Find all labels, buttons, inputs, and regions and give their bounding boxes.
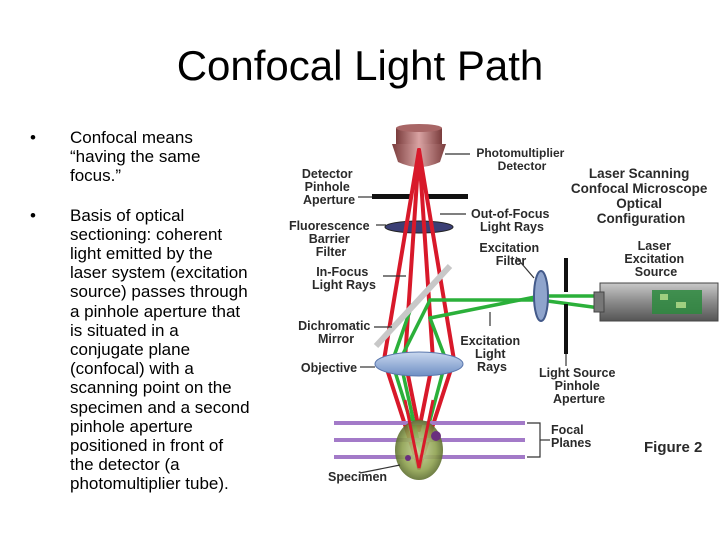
- confocal-diagram: [280, 118, 720, 500]
- label-objective: Objective: [300, 361, 358, 375]
- label-detector-pinhole: Detector Pinhole Aperture: [301, 167, 356, 207]
- laser-source-icon: [594, 283, 718, 321]
- bullet-item: [30, 128, 292, 186]
- bullet-line: specimen and a second: [70, 397, 250, 417]
- label-excitation-filter: Excitation Filter: [479, 241, 540, 268]
- bullet-line: sectioning: coherent: [70, 224, 223, 244]
- specimen-icon: [395, 420, 443, 480]
- label-dichromatic: Dichromatic Mirror: [298, 319, 371, 346]
- bullet-line: Confocal means: [70, 128, 193, 147]
- label-focal-planes: Focal Planes: [551, 423, 592, 450]
- bullet-marker: •: [30, 205, 36, 225]
- bullet-line: the detector (a: [70, 455, 180, 475]
- bullet-line: (confocal) with a: [70, 359, 194, 379]
- bullet-list: [30, 128, 292, 514]
- bullet-line: laser system (excitation: [70, 263, 248, 283]
- label-laser: Laser Excitation Source: [624, 239, 685, 279]
- label-photomultiplier: Photomultiplier Detector: [476, 146, 565, 173]
- label-excitation-rays: Excitation Light Rays: [460, 334, 521, 374]
- bullet-text: [70, 128, 200, 185]
- bullet-line: scanning point on the: [70, 378, 232, 398]
- leader-lines: [358, 154, 566, 473]
- bullet-line: photomultiplier tube).: [70, 474, 229, 494]
- excitation-filter-icon: [534, 271, 548, 321]
- label-in-focus: In-Focus Light Rays: [312, 265, 376, 292]
- bullet-line: Basis of optical: [70, 205, 185, 225]
- label-scope-title: Laser Scanning Confocal Microscope Optical Configuration: [570, 166, 708, 226]
- slide-title: Confocal Light Path: [176, 42, 544, 89]
- bullet-line: pinhole aperture: [70, 416, 193, 436]
- label-figure-number: Figure 2: [644, 439, 703, 456]
- bullet-line: conjugate plane: [70, 340, 191, 360]
- bullet-line: light emitted by the: [70, 244, 213, 264]
- bullet-marker: •: [30, 128, 36, 147]
- label-specimen: Specimen: [328, 470, 388, 484]
- bullet-line: “having the same: [70, 147, 201, 167]
- bullet-text: [70, 206, 250, 494]
- bullet-line: positioned in front of: [70, 436, 224, 456]
- bullet-line: source) passes through: [70, 282, 248, 302]
- barrier-filter-icon: [385, 221, 453, 233]
- bullet-line: a pinhole aperture that: [70, 301, 241, 321]
- label-light-source-pinhole: Light Source Pinhole Aperture: [539, 366, 616, 406]
- bullet-line: focus.”: [70, 166, 122, 186]
- light-source-pinhole-icon: [564, 258, 568, 354]
- bullet-line: is situated in a: [70, 320, 179, 340]
- label-out-of-focus: Out-of-Focus Light Rays: [471, 207, 550, 234]
- bullet-item: [30, 206, 292, 494]
- label-fluorescence-filter: Fluorescence Barrier Filter: [288, 219, 370, 259]
- objective-lens-icon: [375, 352, 463, 376]
